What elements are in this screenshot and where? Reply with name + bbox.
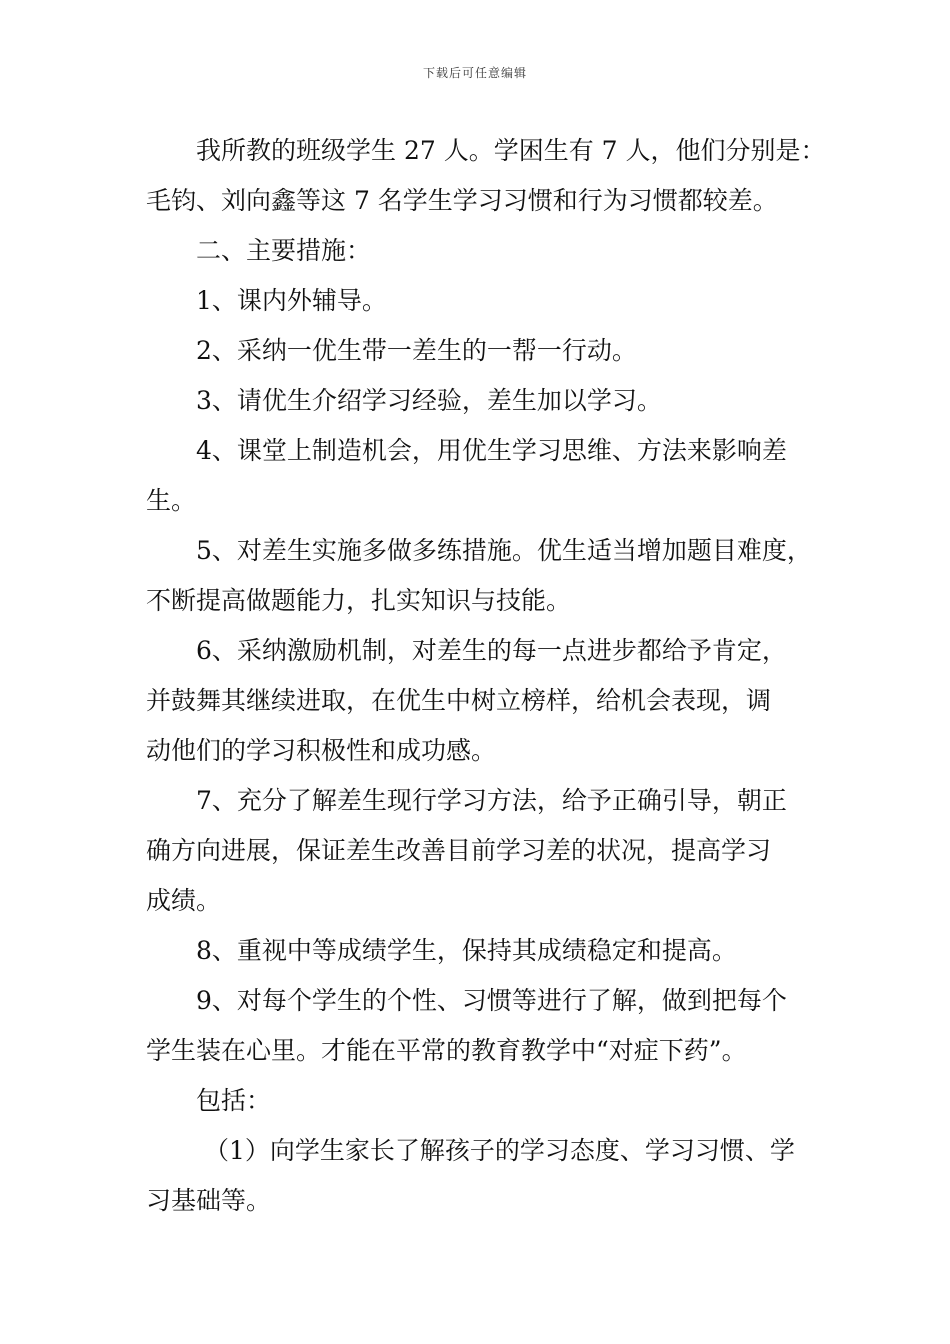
paragraph-line: 我所教的班级学生 27 人。学困生有 7 人，他们分别是： <box>196 136 826 165</box>
list-item-continuation: 不断提高做题能力，扎实知识与技能。 <box>146 586 572 615</box>
list-item-continuation: 学生装在心里。才能在平常的教育教学中“对症下药”。 <box>146 1036 747 1065</box>
subsection-label: 包括： <box>196 1086 272 1115</box>
list-item-continuation: 习基础等。 <box>146 1186 272 1215</box>
list-item: 8、重视中等成绩学生，保持其成绩稳定和提高。 <box>196 936 737 965</box>
list-item: 1、课内外辅导。 <box>196 286 387 315</box>
list-item-continuation: 并鼓舞其继续进取，在优生中树立榜样，给机会表现，调 <box>146 686 772 715</box>
sub-list-item: （1）向学生家长了解孩子的学习态度、学习习惯、学 <box>204 1136 795 1165</box>
list-item-continuation: 确方向进展，保证差生改善目前学习差的状况，提高学习 <box>146 836 772 865</box>
list-item: 7、充分了解差生现行学习方法，给予正确引导，朝正 <box>196 786 787 815</box>
paragraph-line: 毛钧、刘向鑫等这 7 名学生学习习惯和行为习惯都较差。 <box>146 186 778 215</box>
page-header: 下载后可任意编辑 <box>422 66 527 80</box>
list-item: 3、请优生介绍学习经验，差生加以学习。 <box>196 386 662 415</box>
list-item: 6、采纳激励机制，对差生的每一点进步都给予肯定， <box>196 636 787 665</box>
list-item-continuation: 生。 <box>146 486 197 515</box>
list-item: 4、课堂上制造机会，用优生学习思维、方法来影响差 <box>196 436 787 465</box>
list-item: 9、对每个学生的个性、习惯等进行了解，做到把每个 <box>196 986 787 1015</box>
list-item-continuation: 动他们的学习积极性和成功感。 <box>146 736 497 765</box>
list-item-continuation: 成绩。 <box>146 886 222 915</box>
list-item: 2、采纳一优生带一差生的一帮一行动。 <box>196 336 637 365</box>
section-heading: 二、主要措施： <box>196 236 372 265</box>
list-item: 5、对差生实施多做多练措施。优生适当增加题目难度， <box>196 536 812 565</box>
document-body <box>146 126 826 1226</box>
